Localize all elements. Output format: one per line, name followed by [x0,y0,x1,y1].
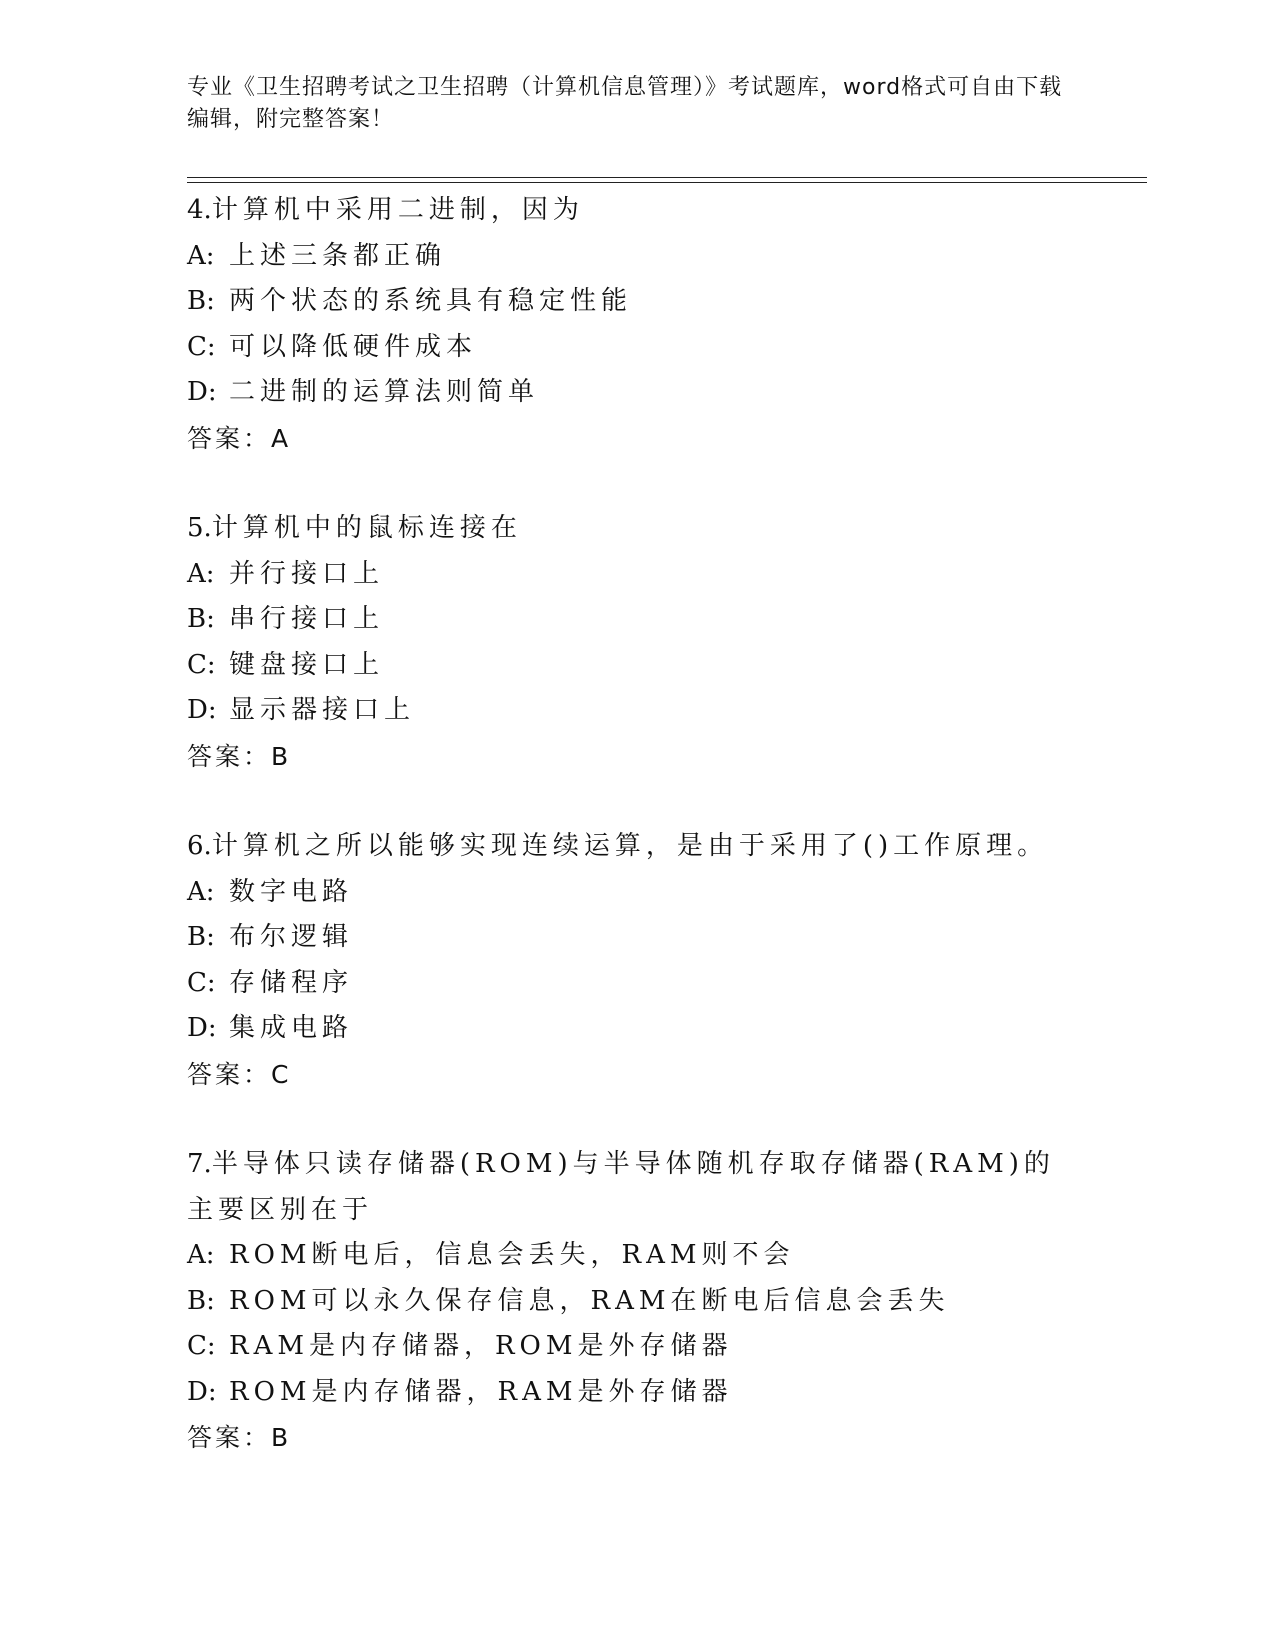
option-letter: C: [187,1331,216,1361]
option-b [187,597,1087,643]
option-b [187,1279,1087,1325]
option-b [187,915,1087,961]
option-c [187,325,1087,371]
option-letter: C: [187,649,216,680]
option-text: 数字电路 [229,876,354,907]
question-4 [187,188,1087,461]
question-title [187,824,1087,870]
option-d [187,688,1087,734]
option-c [187,1324,1087,1370]
option-text: 二进制的运算法则简单 [229,377,540,407]
option-d [187,370,1087,416]
option-letter: A: [187,558,215,589]
option-text: 键盘接口上 [229,649,385,680]
option-text: 上述三条都正确 [229,240,447,271]
question-number: 4. [187,195,212,225]
option-text: 布尔逻辑 [229,922,354,952]
option-text: 并行接口上 [229,558,385,589]
question-title [187,188,1087,234]
option-letter: C: [187,331,216,362]
answer-line: 答案：C [187,1059,292,1089]
option-text: 显示器接口上 [229,695,416,725]
option-text: 两个状态的系统具有稳定性能 [229,286,633,316]
document-header: 专业《卫生招聘考试之卫生招聘（计算机信息管理）》考试题库，word格式可自由下载编辑，附完整答案！ [187,75,1063,132]
question-spacer [187,461,1087,506]
option-a [187,1233,1087,1279]
question-stem: 计算机中采用二进制，因为 [211,195,584,225]
question-spacer [187,1097,1087,1142]
option-text: ROM是内存储器，RAM是外存储器 [229,1376,733,1407]
question-number: 6. [187,831,212,861]
option-letter: D: [187,377,217,407]
question-5 [187,506,1087,779]
question-number: 5. [187,513,212,543]
option-c [187,961,1087,1007]
header-divider-bottom [187,182,1147,183]
question-stem: 计算机中的鼠标连接在 [211,513,522,543]
question-number: 7. [187,1149,212,1179]
question-stem: 计算机之所以能够实现连续运算，是由于采用了()工作原理。 [211,831,1049,861]
question-6 [187,824,1087,1097]
option-letter: D: [187,695,217,725]
option-text: 可以降低硬件成本 [229,331,478,362]
question-list [187,188,1087,1461]
option-letter: A: [187,240,215,271]
question-stem: 半导体只读存储器(ROM)与半导体随机存取存储器(RAM)的主要区别在于 [187,1149,1055,1225]
option-d [187,1006,1087,1052]
option-a [187,870,1087,916]
option-letter: A: [187,1240,215,1270]
option-letter: B: [187,1285,215,1316]
option-letter: C: [187,967,216,998]
question-spacer [187,779,1087,824]
option-text: 集成电路 [229,1013,354,1043]
option-letter: B: [187,286,215,316]
answer-line: 答案：B [187,1423,292,1452]
question-7 [187,1142,1087,1461]
option-letter: D: [187,1376,217,1407]
option-text: ROM可以永久保存信息，RAM在断电后信息会丢失 [229,1285,950,1316]
option-text: 存储程序 [229,967,354,998]
option-a [187,552,1087,598]
option-letter: B: [187,604,215,634]
option-d [187,1370,1087,1416]
option-letter: B: [187,922,215,952]
option-text: ROM断电后，信息会丢失，RAM则不会 [229,1240,795,1270]
question-title [187,1142,1067,1233]
question-title [187,506,1087,552]
answer-line: 答案：A [187,423,292,453]
header-divider-top [187,177,1147,178]
option-text: RAM是内存储器，ROM是外存储器 [229,1331,733,1361]
option-letter: A: [187,876,215,907]
option-c [187,643,1087,689]
answer-line: 答案：B [187,741,292,771]
option-text: 串行接口上 [229,604,385,634]
option-a [187,234,1087,280]
option-b [187,279,1087,325]
option-letter: D: [187,1013,217,1043]
